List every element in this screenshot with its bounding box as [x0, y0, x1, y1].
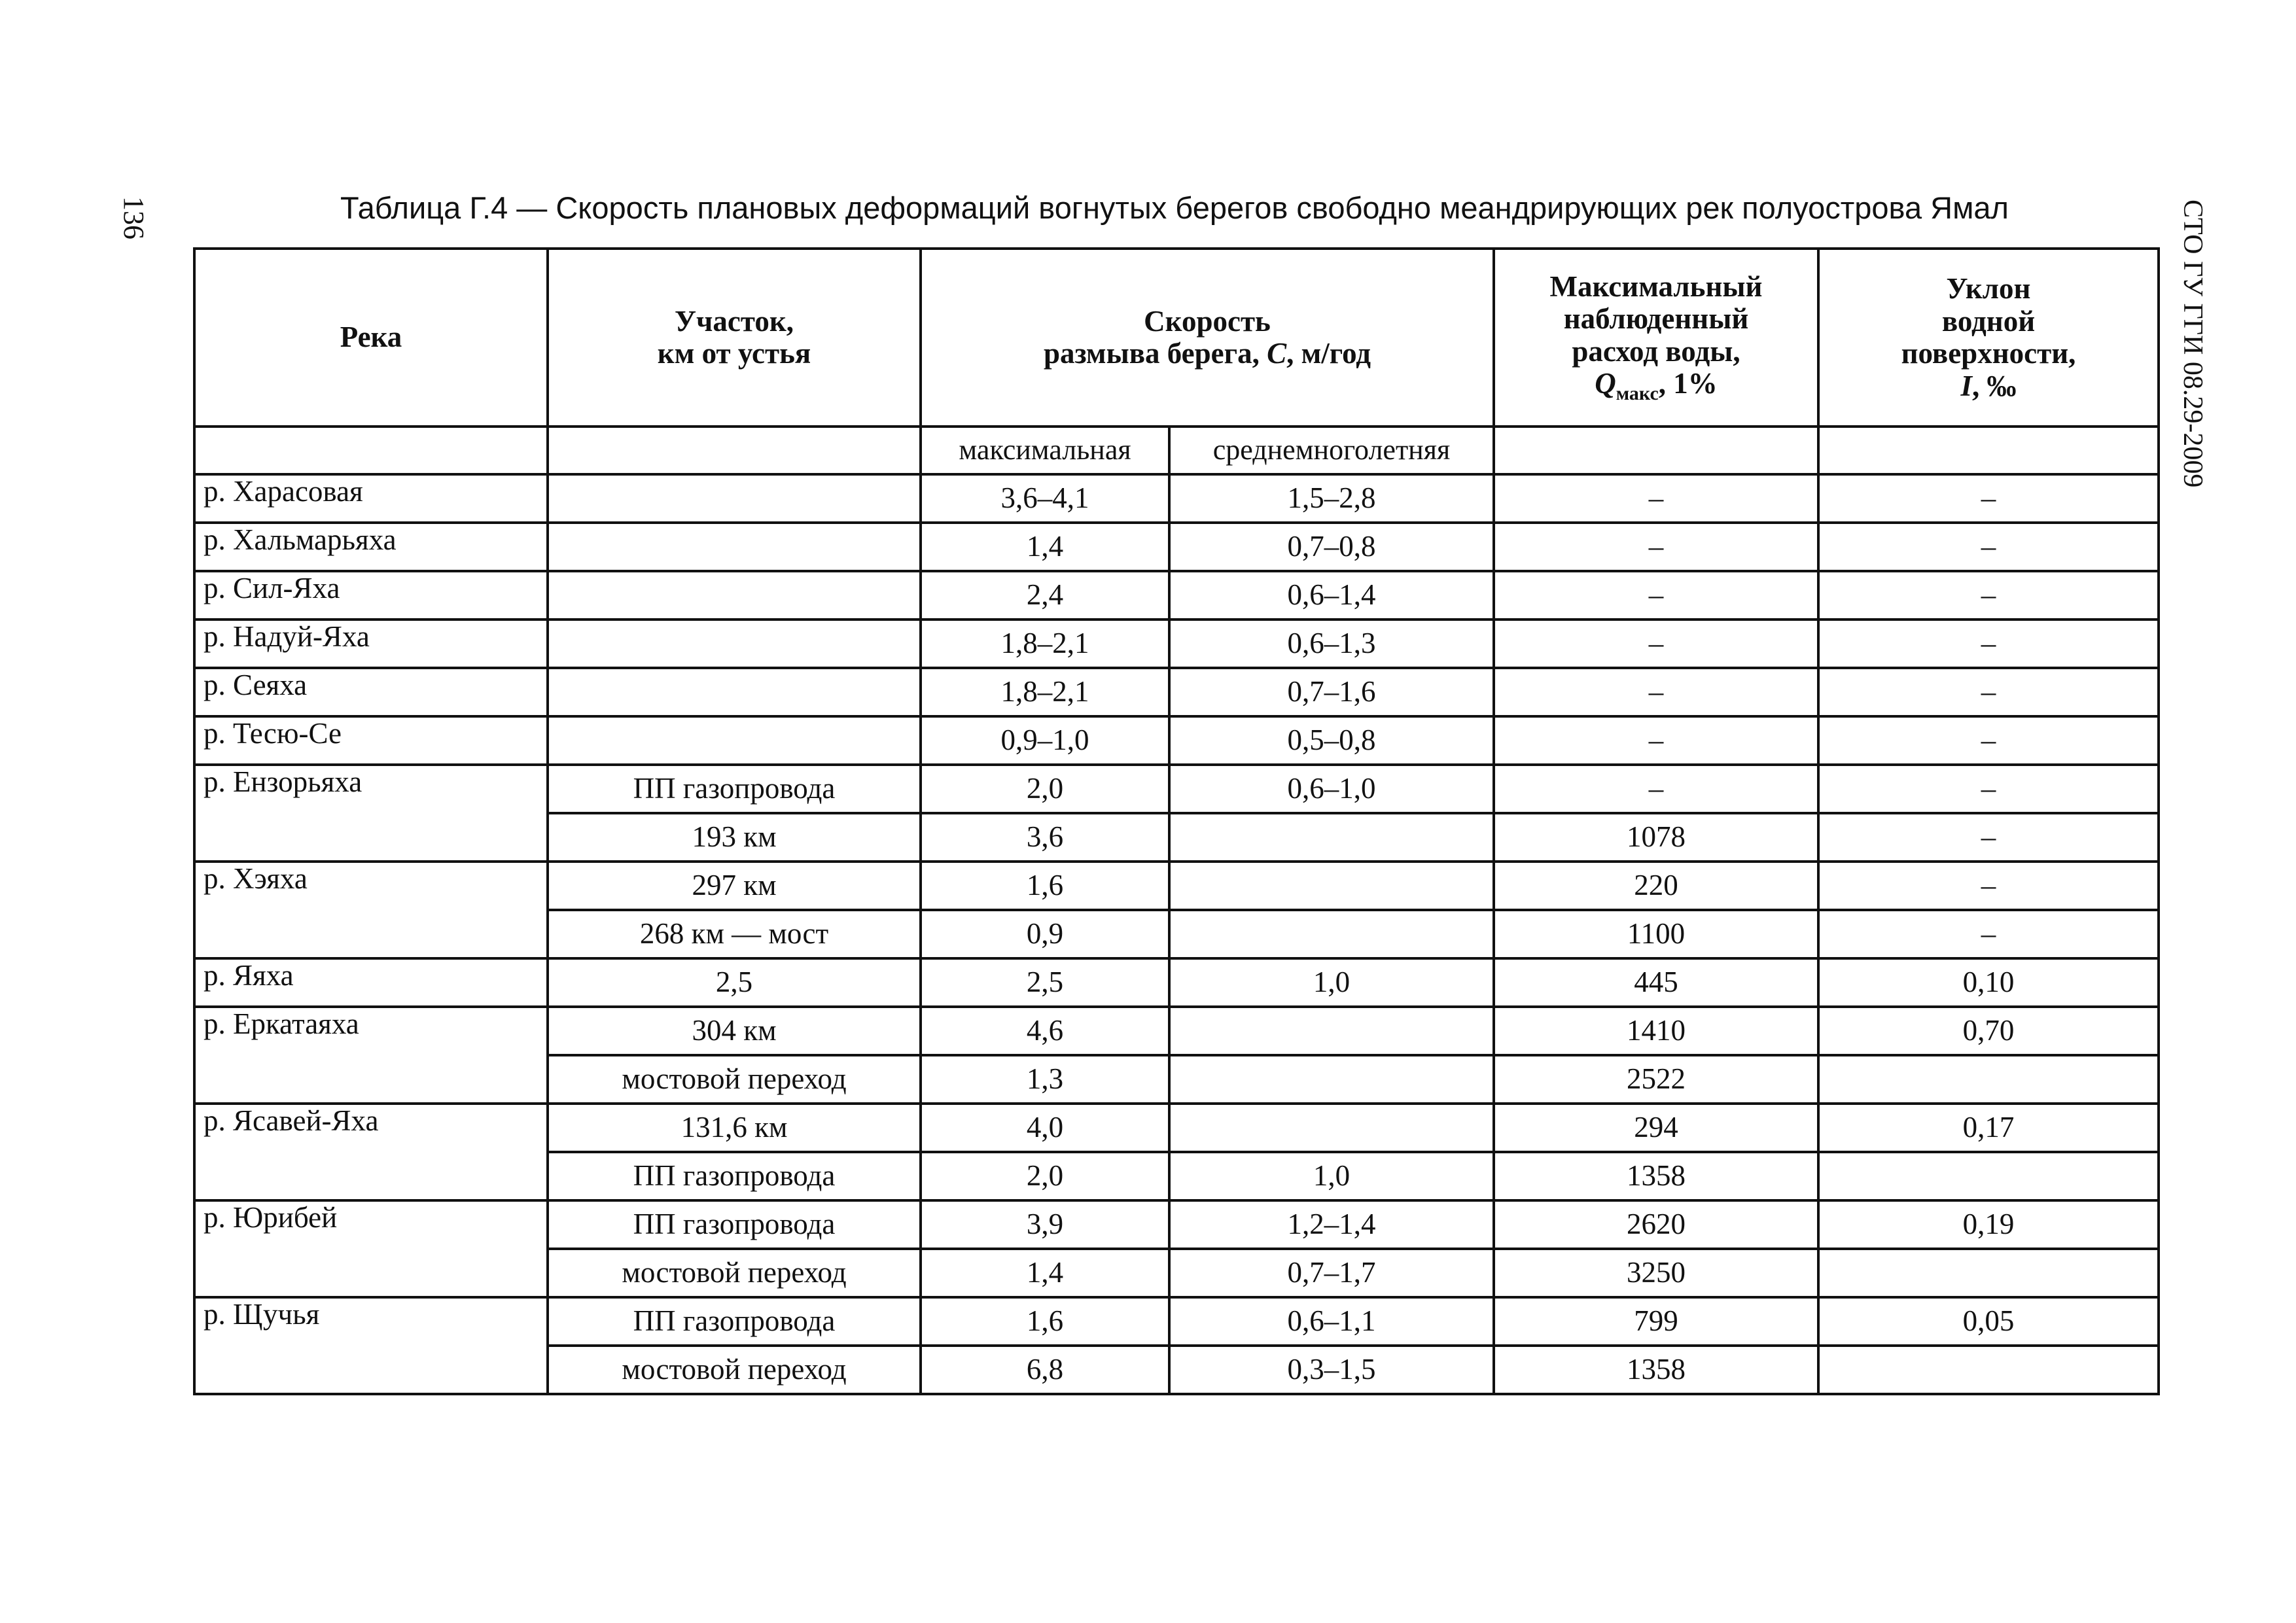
section: ПП газопровода — [548, 1152, 921, 1200]
max-discharge: 1100 — [1494, 910, 1818, 958]
speed-max: 2,5 — [921, 958, 1169, 1007]
max-discharge: 1358 — [1494, 1152, 1818, 1200]
speed-max: 2,0 — [921, 1152, 1169, 1200]
river-name: р. Юрибей — [194, 1200, 548, 1297]
river-name: р. Ензорьяха — [194, 765, 548, 862]
river-name: р. Тесю-Се — [194, 716, 548, 765]
slope: 0,10 — [1818, 958, 2159, 1007]
max-discharge: 1410 — [1494, 1007, 1818, 1055]
max-discharge: 1358 — [1494, 1346, 1818, 1394]
slope — [1818, 1346, 2159, 1394]
max-discharge: – — [1494, 523, 1818, 571]
subheader-avg: среднемноголетняя — [1169, 427, 1494, 474]
speed-max: 1,6 — [921, 1297, 1169, 1346]
speed-max: 2,0 — [921, 765, 1169, 813]
slope: – — [1818, 668, 2159, 716]
speed-max: 1,8–2,1 — [921, 668, 1169, 716]
speed-max: 1,8–2,1 — [921, 620, 1169, 668]
speed-avg: 0,7–1,6 — [1169, 668, 1494, 716]
speed-avg: 0,3–1,5 — [1169, 1346, 1494, 1394]
max-discharge: – — [1494, 474, 1818, 523]
river-name: р. Сеяха — [194, 668, 548, 716]
speed-avg: 1,0 — [1169, 1152, 1494, 1200]
section: 297 км — [548, 862, 921, 910]
section — [548, 571, 921, 620]
section: мостовой переход — [548, 1249, 921, 1297]
table-row — [194, 571, 2159, 620]
section: 304 км — [548, 1007, 921, 1055]
slope: 0,19 — [1818, 1200, 2159, 1249]
slope: 0,05 — [1818, 1297, 2159, 1346]
header-row — [194, 249, 2159, 427]
speed-max: 4,0 — [921, 1104, 1169, 1152]
speed-avg: 1,5–2,8 — [1169, 474, 1494, 523]
speed-max: 3,6–4,1 — [921, 474, 1169, 523]
slope — [1818, 1055, 2159, 1104]
section: ПП газопровода — [548, 765, 921, 813]
speed-max: 0,9–1,0 — [921, 716, 1169, 765]
slope — [1818, 1152, 2159, 1200]
max-discharge: 445 — [1494, 958, 1818, 1007]
slope: – — [1818, 765, 2159, 813]
slope: – — [1818, 910, 2159, 958]
speed-avg: 0,7–1,7 — [1169, 1249, 1494, 1297]
max-discharge: 220 — [1494, 862, 1818, 910]
table-row — [194, 862, 2159, 910]
header-section: Участок, км от устья — [548, 249, 921, 427]
section — [548, 620, 921, 668]
speed-max: 1,6 — [921, 862, 1169, 910]
section — [548, 668, 921, 716]
speed-avg: 1,2–1,4 — [1169, 1200, 1494, 1249]
river-name: р. Яяха — [194, 958, 548, 1007]
header-slope: Уклон водной поверхности, I, ‰ — [1818, 249, 2159, 427]
table-caption: Таблица Г.4 — Скорость плановых деформаций вогнутых берегов свободно меандрирующих рек полуострова Ямал — [340, 190, 2009, 225]
section: мостовой переход — [548, 1055, 921, 1104]
slope: 0,17 — [1818, 1104, 2159, 1152]
river-name: р. Щучья — [194, 1297, 548, 1394]
header-erosion-speed: Скорость размыва берега, C, м/год — [921, 249, 1494, 427]
slope: – — [1818, 474, 2159, 523]
speed-avg — [1169, 1104, 1494, 1152]
table-row — [194, 1200, 2159, 1249]
table-row — [194, 474, 2159, 523]
section: 193 км — [548, 813, 921, 862]
river-name: р. Хальмарьяха — [194, 523, 548, 571]
slope: – — [1818, 523, 2159, 571]
header-max-discharge: Максимальный наблюденный расход воды, $Q_{макс}$, 1% — [1494, 249, 1818, 427]
speed-max: 3,6 — [921, 813, 1169, 862]
speed-avg: 0,6–1,3 — [1169, 620, 1494, 668]
speed-avg — [1169, 1007, 1494, 1055]
max-discharge: 3250 — [1494, 1249, 1818, 1297]
slope: – — [1818, 716, 2159, 765]
river-name: р. Надуй-Яха — [194, 620, 548, 668]
river-name: р. Харасовая — [194, 474, 548, 523]
river-name: р. Сил-Яха — [194, 571, 548, 620]
speed-max: 3,9 — [921, 1200, 1169, 1249]
speed-max: 2,4 — [921, 571, 1169, 620]
speed-avg: 0,6–1,4 — [1169, 571, 1494, 620]
slope: – — [1818, 813, 2159, 862]
speed-max: 1,4 — [921, 523, 1169, 571]
slope: 0,70 — [1818, 1007, 2159, 1055]
section: 2,5 — [548, 958, 921, 1007]
speed-avg — [1169, 862, 1494, 910]
table-row — [194, 765, 2159, 813]
table-row — [194, 958, 2159, 1007]
document-code: СТО ГУ ГГИ 08.29-2009 — [2178, 200, 2208, 488]
speed-avg — [1169, 1055, 1494, 1104]
max-discharge: – — [1494, 716, 1818, 765]
section — [548, 474, 921, 523]
section — [548, 716, 921, 765]
max-discharge: – — [1494, 668, 1818, 716]
section: ПП газопровода — [548, 1200, 921, 1249]
section: 268 км — мост — [548, 910, 921, 958]
page-number: 136 — [118, 196, 150, 239]
max-discharge: – — [1494, 620, 1818, 668]
river-name: р. Ясавей-Яха — [194, 1104, 548, 1200]
slope: – — [1818, 571, 2159, 620]
speed-max: 6,8 — [921, 1346, 1169, 1394]
slope: – — [1818, 620, 2159, 668]
river-name: р. Еркатаяха — [194, 1007, 548, 1104]
max-discharge: 1078 — [1494, 813, 1818, 862]
max-discharge: 2620 — [1494, 1200, 1818, 1249]
river-name: р. Хэяха — [194, 862, 548, 958]
table-row — [194, 1297, 2159, 1346]
speed-avg: 1,0 — [1169, 958, 1494, 1007]
table-row — [194, 1007, 2159, 1055]
speed-avg — [1169, 910, 1494, 958]
speed-avg — [1169, 813, 1494, 862]
speed-max: 1,3 — [921, 1055, 1169, 1104]
section: мостовой переход — [548, 1346, 921, 1394]
table-row — [194, 716, 2159, 765]
slope — [1818, 1249, 2159, 1297]
table-row — [194, 1104, 2159, 1152]
section: ПП газопровода — [548, 1297, 921, 1346]
subheader-row — [194, 427, 2159, 474]
section — [548, 523, 921, 571]
max-discharge: 294 — [1494, 1104, 1818, 1152]
table-row — [194, 668, 2159, 716]
speed-max: 4,6 — [921, 1007, 1169, 1055]
table-row — [194, 620, 2159, 668]
header-river: Река — [194, 249, 548, 427]
speed-avg: 0,7–0,8 — [1169, 523, 1494, 571]
max-discharge: 2522 — [1494, 1055, 1818, 1104]
subheader-max: максимальная — [921, 427, 1169, 474]
max-discharge: 799 — [1494, 1297, 1818, 1346]
speed-avg: 0,6–1,1 — [1169, 1297, 1494, 1346]
slope: – — [1818, 862, 2159, 910]
max-discharge: – — [1494, 571, 1818, 620]
speed-avg: 0,6–1,0 — [1169, 765, 1494, 813]
speed-avg: 0,5–0,8 — [1169, 716, 1494, 765]
deformation-table — [193, 247, 2160, 1395]
speed-max: 0,9 — [921, 910, 1169, 958]
speed-max: 1,4 — [921, 1249, 1169, 1297]
max-discharge: – — [1494, 765, 1818, 813]
table-row — [194, 523, 2159, 571]
section: 131,6 км — [548, 1104, 921, 1152]
